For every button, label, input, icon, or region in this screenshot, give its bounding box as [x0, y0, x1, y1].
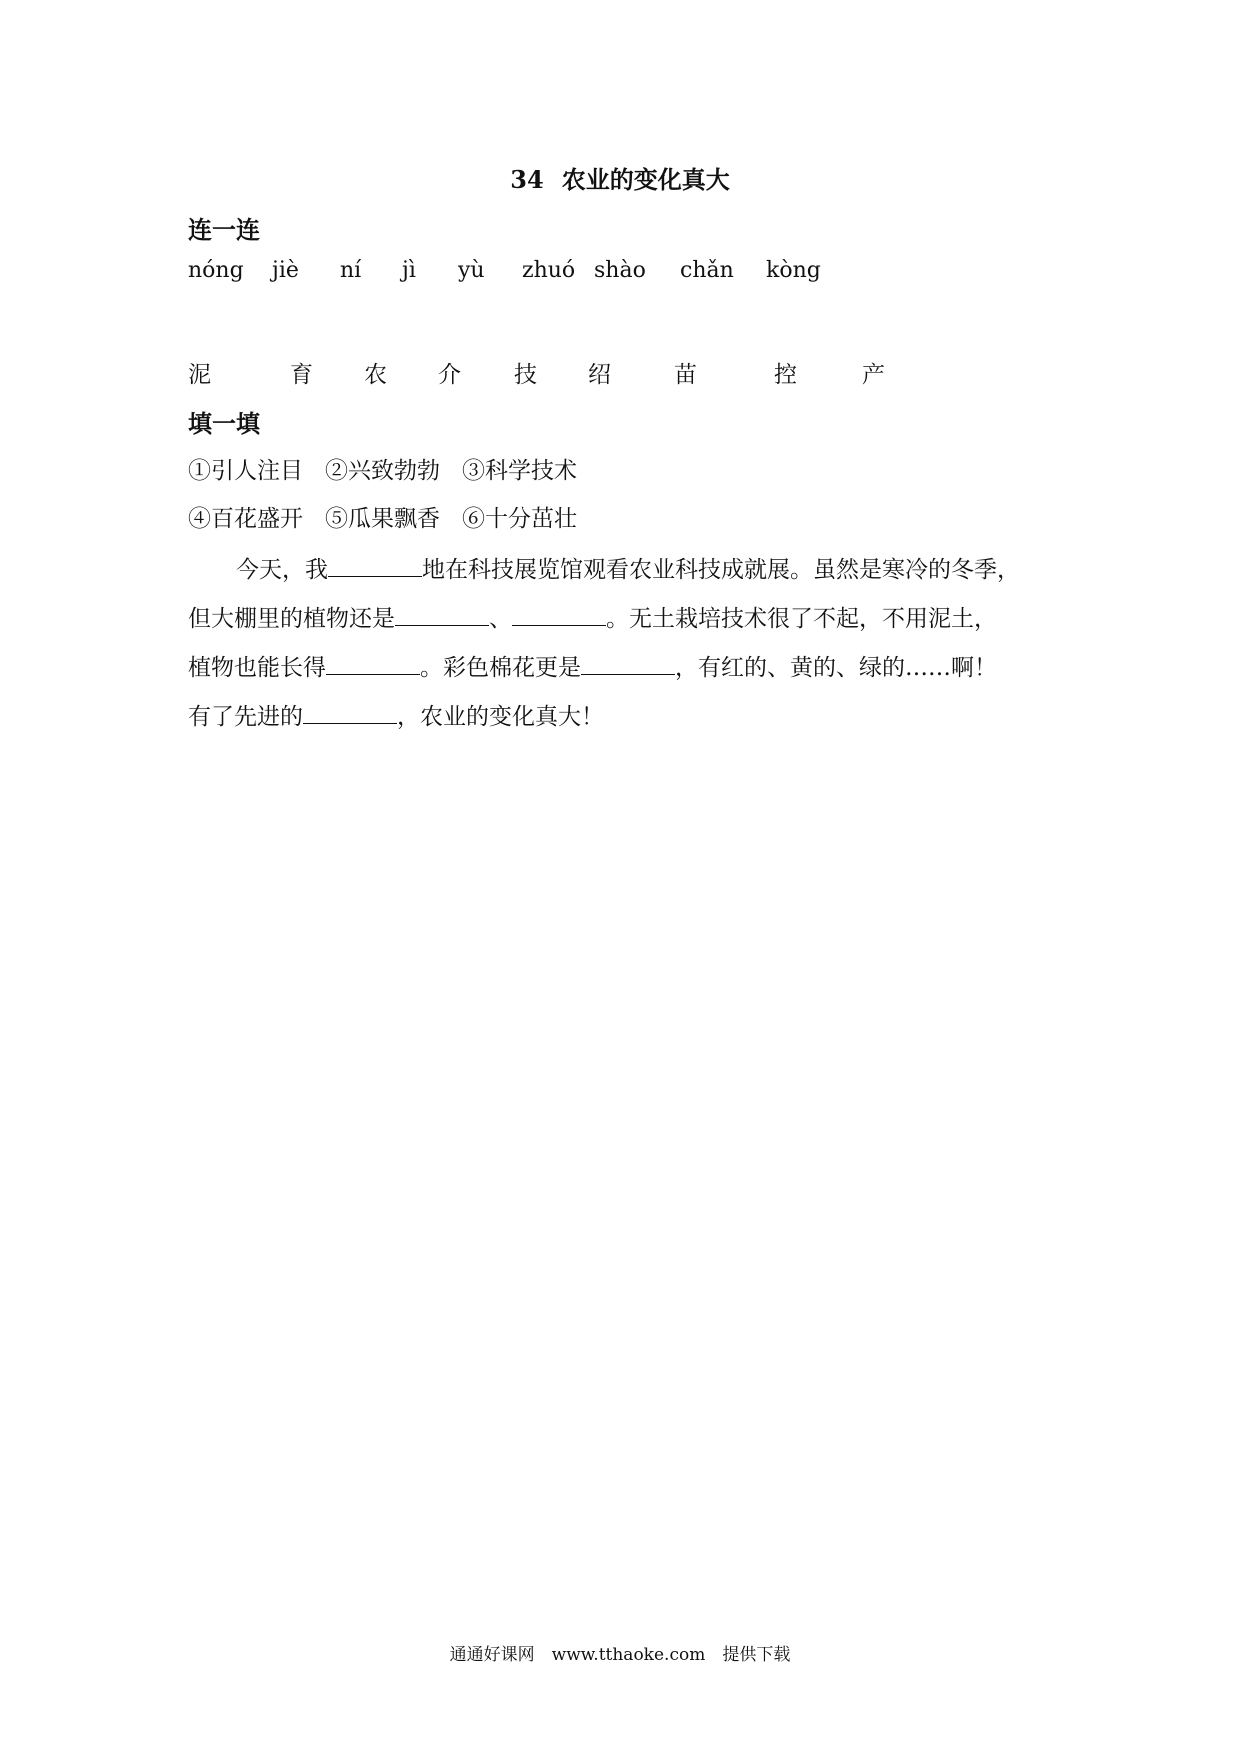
character-item: 泥 [188, 362, 211, 388]
paragraph-line [188, 595, 1058, 644]
word-option: ②兴致勃勃 [325, 458, 440, 484]
pinyin-item: zhuó [522, 258, 576, 283]
word-option: ③科学技术 [462, 458, 577, 484]
pinyin-item: yù [458, 258, 485, 283]
word-options-row [188, 500, 599, 533]
character-item: 绍 [588, 362, 611, 388]
paragraph-text: 但大棚里的植物还是 [188, 606, 395, 632]
page-title [0, 160, 1240, 195]
character-item: 产 [862, 362, 885, 388]
pinyin-item: jiè [272, 258, 299, 283]
paragraph-line [188, 546, 1058, 595]
character-item: 农 [364, 362, 387, 388]
paragraph-line [188, 644, 1058, 693]
answer-blank[interactable] [303, 703, 397, 724]
paragraph-text: 。彩色棉花更是 [420, 655, 581, 681]
paragraph-text: 有了先进的 [188, 704, 303, 730]
pinyin-item: shào [594, 258, 646, 283]
answer-blank[interactable] [581, 654, 675, 675]
paragraph-text: ，农业的变化真大！ [397, 704, 604, 730]
answer-blank[interactable] [328, 556, 422, 577]
page-footer: 通通好课网 www.tthaoke.com 提供下载 [449, 1645, 791, 1665]
answer-blank[interactable] [395, 605, 489, 626]
answer-blank[interactable] [512, 605, 606, 626]
paragraph-text: ，有红的、黄的、绿的……啊！ [675, 655, 997, 681]
word-option: ①引人注目 [188, 458, 303, 484]
character-item: 技 [514, 362, 537, 388]
paragraph-text: 。无土栽培技术很了不起，不用泥土， [606, 606, 997, 632]
section-heading-fill: 填一填 [188, 409, 260, 438]
lesson-title: 农业的变化真大 [561, 165, 730, 194]
word-option: ⑤瓜果飘香 [325, 506, 440, 532]
paragraph-text: 、 [489, 606, 512, 632]
lesson-number: 34 [510, 165, 544, 194]
pinyin-item: ní [340, 258, 362, 283]
pinyin-item: kòng [766, 258, 821, 283]
word-options-row [188, 452, 599, 485]
character-item: 苗 [674, 362, 697, 388]
section-heading-match: 连一连 [188, 215, 260, 244]
answer-blank[interactable] [326, 654, 420, 675]
word-option: ⑥十分茁壮 [462, 506, 577, 532]
pinyin-item: nóng [188, 258, 244, 283]
character-item: 控 [774, 362, 797, 388]
fill-in-paragraph [188, 546, 1058, 742]
paragraph-text: 地在科技展览馆观看农业科技成就展。虽然是寒冷的冬季， [422, 557, 1020, 583]
paragraph-text: 今天，我 [236, 557, 328, 583]
pinyin-item: chǎn [680, 258, 734, 283]
paragraph-text: 植物也能长得 [188, 655, 326, 681]
character-item: 育 [290, 362, 313, 388]
character-item: 介 [438, 362, 461, 388]
word-option: ④百花盛开 [188, 506, 303, 532]
paragraph-line [188, 693, 1058, 742]
pinyin-item: jì [402, 258, 416, 283]
